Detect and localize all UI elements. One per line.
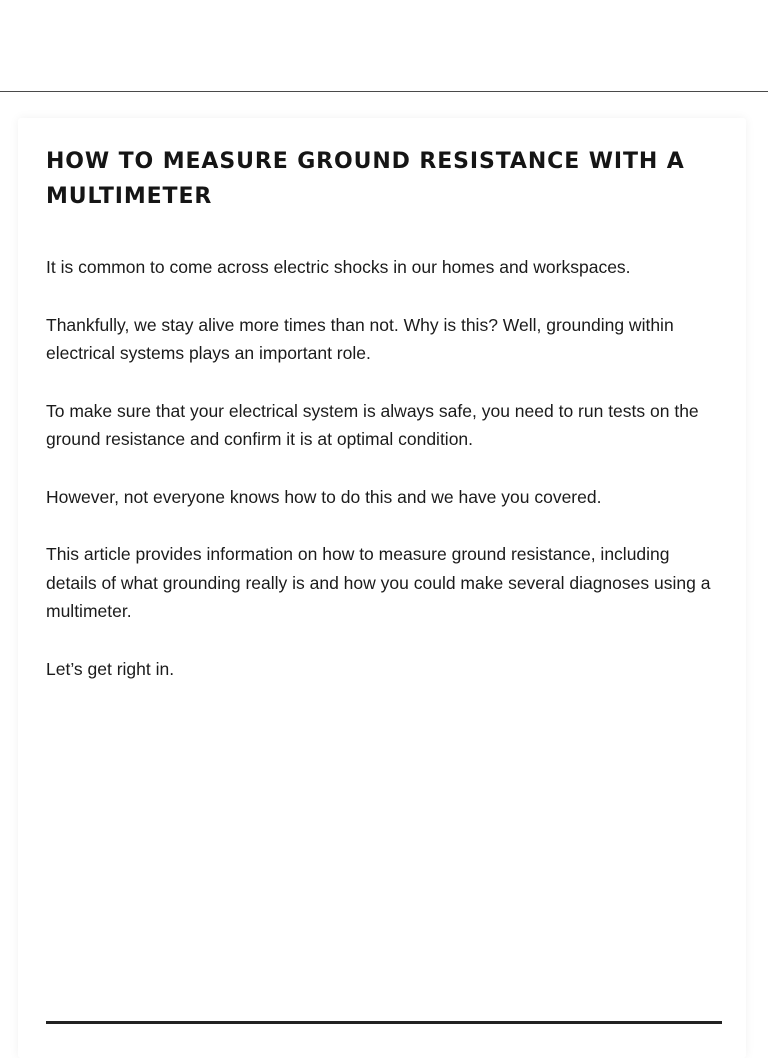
article-paragraph: To make sure that your electrical system is always safe, you need to run tests on the ground resistance and confirm it is at optimal condition. xyxy=(46,400,699,449)
article-paragraph: Thankfully, we stay alive more times than not. Why is this? Well, grounding within electrical systems plays an important role. xyxy=(46,314,674,363)
article-paragraph: However, not everyone knows how to do this and we have you covered. xyxy=(46,486,602,507)
article-body xyxy=(46,144,722,712)
article-title: HOW TO MEASURE GROUND RESISTANCE WITH A MULTIMETER xyxy=(46,149,685,209)
article-card xyxy=(18,118,746,1058)
site-header xyxy=(0,0,768,92)
article-paragraph: Let’s get right in. xyxy=(46,658,175,679)
article-paragraph: It is common to come across electric shocks in our homes and workspaces. xyxy=(46,257,631,277)
article-paragraph: This article provides information on how to measure ground resistance, including details of what grounding really is and how you could make several diagnoses using a multimeter. xyxy=(46,544,711,621)
